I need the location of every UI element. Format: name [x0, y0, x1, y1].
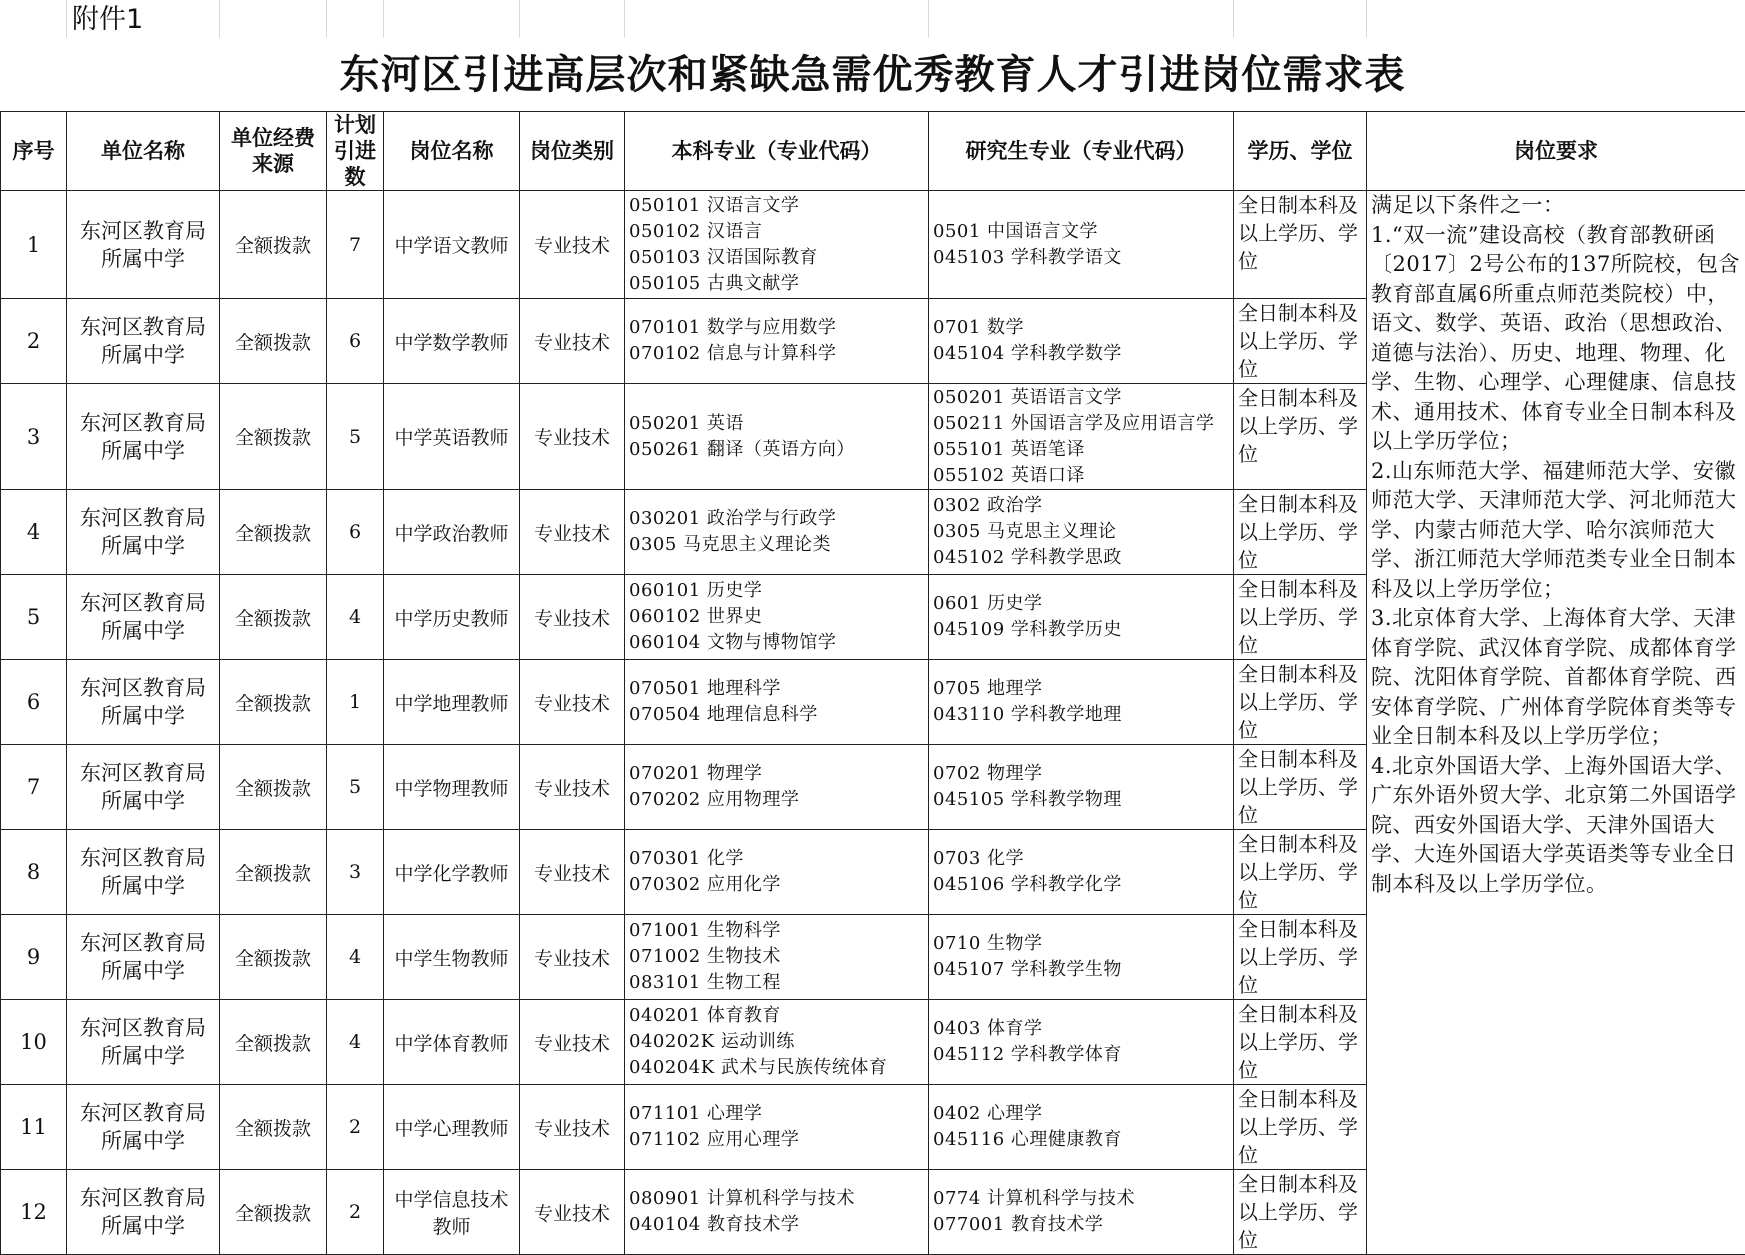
graduate-major: 0774 计算机科学与技术	[933, 1186, 1229, 1212]
undergrad-major: 050261 翻译（英语方向）	[629, 437, 924, 463]
row-graduate-majors	[929, 1000, 1234, 1085]
row-unit: 东河区教育局所属中学	[67, 830, 220, 915]
undergrad-major: 040104 教育技术学	[629, 1212, 924, 1238]
graduate-major: 045112 学科教学体育	[933, 1042, 1229, 1068]
table-row	[1, 191, 1745, 299]
undergrad-major: 080901 计算机科学与技术	[629, 1186, 924, 1212]
row-seq: 10	[1, 1000, 67, 1085]
row-seq: 8	[1, 830, 67, 915]
graduate-major: 0702 物理学	[933, 761, 1229, 787]
row-position: 中学生物教师	[384, 915, 520, 1000]
row-degree: 全日制本科及以上学历、学位	[1234, 384, 1367, 490]
row-graduate-majors	[929, 745, 1234, 830]
row-seq: 4	[1, 490, 67, 575]
row-count: 4	[327, 575, 384, 660]
table-body	[1, 191, 1745, 1255]
row-unit: 东河区教育局所属中学	[67, 915, 220, 1000]
row-count: 7	[327, 191, 384, 299]
undergrad-major: 050105 古典文献学	[629, 271, 924, 297]
row-count: 6	[327, 490, 384, 575]
header-graduate: 研究生专业（专业代码）	[929, 112, 1234, 191]
row-degree: 全日制本科及以上学历、学位	[1234, 191, 1367, 299]
row-seq: 5	[1, 575, 67, 660]
row-unit: 东河区教育局所属中学	[67, 191, 220, 299]
row-category: 专业技术	[520, 384, 625, 490]
row-undergrad-majors	[625, 1000, 929, 1085]
row-undergrad-majors	[625, 830, 929, 915]
graduate-major: 045102 学科教学思政	[933, 545, 1229, 571]
row-graduate-majors	[929, 490, 1234, 575]
row-count: 2	[327, 1170, 384, 1255]
undergrad-major: 050102 汉语言	[629, 219, 924, 245]
undergrad-major: 070302 应用化学	[629, 872, 924, 898]
row-graduate-majors	[929, 384, 1234, 490]
row-position: 中学化学教师	[384, 830, 520, 915]
requirement-paragraph: 1.“双一流”建设高校（教育部教研函〔2017〕2号公布的137所院校，包含教育部直属6所重点师范类院校）中，语文、数学、英语、政治（思想政治、道德与法治）、历史、地理、物理、化学、生物、心理学、心理健康、信息技术、通用技术、体育专业全日制本科及以上学历学位；	[1371, 221, 1741, 457]
header-row	[1, 112, 1745, 191]
row-funding: 全额拨款	[220, 1170, 327, 1255]
graduate-major: 045106 学科教学化学	[933, 872, 1229, 898]
graduate-major: 055102 英语口译	[933, 463, 1229, 489]
row-funding: 全额拨款	[220, 1085, 327, 1170]
row-degree: 全日制本科及以上学历、学位	[1234, 490, 1367, 575]
requirements-cell	[1367, 191, 1745, 1255]
row-undergrad-majors	[625, 915, 929, 1000]
graduate-major: 050201 英语语言文学	[933, 385, 1229, 411]
graduate-major: 0705 地理学	[933, 676, 1229, 702]
requirement-paragraph: 3.北京体育大学、上海体育大学、天津体育学院、武汉体育学院、成都体育学院、沈阳体育学院、首都体育学院、西安体育学院、广州体育学院体育类等专业全日制本科及以上学历学位；	[1371, 604, 1741, 752]
row-category: 专业技术	[520, 1085, 625, 1170]
undergrad-major: 070501 地理科学	[629, 676, 924, 702]
row-degree: 全日制本科及以上学历、学位	[1234, 745, 1367, 830]
position-table	[0, 111, 1745, 1255]
row-seq: 12	[1, 1170, 67, 1255]
row-category: 专业技术	[520, 1000, 625, 1085]
row-unit: 东河区教育局所属中学	[67, 1000, 220, 1085]
row-funding: 全额拨款	[220, 745, 327, 830]
row-unit: 东河区教育局所属中学	[67, 575, 220, 660]
undergrad-major: 040202K 运动训练	[629, 1029, 924, 1055]
row-position: 中学政治教师	[384, 490, 520, 575]
row-funding: 全额拨款	[220, 384, 327, 490]
row-undergrad-majors	[625, 745, 929, 830]
row-category: 专业技术	[520, 490, 625, 575]
row-category: 专业技术	[520, 191, 625, 299]
row-degree: 全日制本科及以上学历、学位	[1234, 575, 1367, 660]
row-count: 4	[327, 1000, 384, 1085]
row-undergrad-majors	[625, 1170, 929, 1255]
row-unit: 东河区教育局所属中学	[67, 299, 220, 384]
undergrad-major: 040201 体育教育	[629, 1003, 924, 1029]
undergrad-major: 060102 世界史	[629, 604, 924, 630]
row-undergrad-majors	[625, 191, 929, 299]
requirement-paragraph: 4.北京外国语大学、上海外国语大学、广东外语外贸大学、北京第二外国语学院、西安外国语大学、天津外国语大学、大连外国语大学英语类等专业全日制本科及以上学历学位。	[1371, 752, 1741, 900]
requirement-paragraph: 满足以下条件之一：	[1371, 191, 1741, 221]
undergrad-major: 083101 生物工程	[629, 970, 924, 996]
undergrad-major: 071101 心理学	[629, 1101, 924, 1127]
row-count: 4	[327, 915, 384, 1000]
undergrad-major: 071001 生物科学	[629, 918, 924, 944]
row-undergrad-majors	[625, 490, 929, 575]
row-unit: 东河区教育局所属中学	[67, 660, 220, 745]
row-category: 专业技术	[520, 745, 625, 830]
undergrad-major: 070202 应用物理学	[629, 787, 924, 813]
requirement-paragraph: 2.山东师范大学、福建师范大学、安徽师范大学、天津师范大学、河北师范大学、内蒙古师范大学、哈尔滨师范大学、浙江师范大学师范类专业全日制本科及以上学历学位；	[1371, 457, 1741, 605]
graduate-major: 050211 外国语言学及应用语言学	[933, 411, 1229, 437]
undergrad-major: 030201 政治学与行政学	[629, 506, 924, 532]
undergrad-major: 070102 信息与计算科学	[629, 341, 924, 367]
row-degree: 全日制本科及以上学历、学位	[1234, 299, 1367, 384]
undergrad-major: 060104 文物与博物馆学	[629, 630, 924, 656]
row-degree: 全日制本科及以上学历、学位	[1234, 915, 1367, 1000]
row-unit: 东河区教育局所属中学	[67, 384, 220, 490]
row-position: 中学语文教师	[384, 191, 520, 299]
graduate-major: 055101 英语笔译	[933, 437, 1229, 463]
row-graduate-majors	[929, 915, 1234, 1000]
row-funding: 全额拨款	[220, 490, 327, 575]
row-degree: 全日制本科及以上学历、学位	[1234, 1085, 1367, 1170]
row-position: 中学物理教师	[384, 745, 520, 830]
row-graduate-majors	[929, 299, 1234, 384]
row-seq: 6	[1, 660, 67, 745]
row-graduate-majors	[929, 1085, 1234, 1170]
header-degree: 学历、学位	[1234, 112, 1367, 191]
row-undergrad-majors	[625, 660, 929, 745]
row-count: 5	[327, 384, 384, 490]
graduate-major: 0402 心理学	[933, 1101, 1229, 1127]
row-count: 3	[327, 830, 384, 915]
row-graduate-majors	[929, 1170, 1234, 1255]
header-funding: 单位经费来源	[220, 112, 327, 191]
graduate-major: 0701 数学	[933, 315, 1229, 341]
row-position: 中学信息技术教师	[384, 1170, 520, 1255]
row-unit: 东河区教育局所属中学	[67, 1085, 220, 1170]
graduate-major: 045104 学科教学数学	[933, 341, 1229, 367]
undergrad-major: 070301 化学	[629, 846, 924, 872]
row-category: 专业技术	[520, 299, 625, 384]
undergrad-major: 071102 应用心理学	[629, 1127, 924, 1153]
header-count: 计划引进数	[327, 112, 384, 191]
graduate-major: 077001 教育技术学	[933, 1212, 1229, 1238]
attachment-label: 附件1	[72, 4, 143, 36]
row-undergrad-majors	[625, 1085, 929, 1170]
graduate-major: 0403 体育学	[933, 1016, 1229, 1042]
row-graduate-majors	[929, 830, 1234, 915]
row-seq: 9	[1, 915, 67, 1000]
undergrad-major: 070101 数学与应用数学	[629, 315, 924, 341]
row-category: 专业技术	[520, 830, 625, 915]
graduate-major: 0710 生物学	[933, 931, 1229, 957]
undergrad-major: 040204K 武术与民族传统体育	[629, 1055, 924, 1081]
row-graduate-majors	[929, 660, 1234, 745]
graduate-major: 0703 化学	[933, 846, 1229, 872]
row-count: 6	[327, 299, 384, 384]
row-category: 专业技术	[520, 915, 625, 1000]
row-funding: 全额拨款	[220, 191, 327, 299]
row-count: 1	[327, 660, 384, 745]
graduate-major: 0601 历史学	[933, 591, 1229, 617]
row-position: 中学历史教师	[384, 575, 520, 660]
graduate-major: 0302 政治学	[933, 493, 1229, 519]
row-position: 中学地理教师	[384, 660, 520, 745]
graduate-major: 045116 心理健康教育	[933, 1127, 1229, 1153]
row-unit: 东河区教育局所属中学	[67, 1170, 220, 1255]
row-funding: 全额拨款	[220, 299, 327, 384]
row-seq: 3	[1, 384, 67, 490]
row-graduate-majors	[929, 191, 1234, 299]
graduate-major: 045107 学科教学生物	[933, 957, 1229, 983]
row-position: 中学体育教师	[384, 1000, 520, 1085]
row-unit: 东河区教育局所属中学	[67, 490, 220, 575]
row-position: 中学数学教师	[384, 299, 520, 384]
row-seq: 1	[1, 191, 67, 299]
row-funding: 全额拨款	[220, 575, 327, 660]
row-count: 2	[327, 1085, 384, 1170]
row-funding: 全额拨款	[220, 830, 327, 915]
row-seq: 11	[1, 1085, 67, 1170]
row-degree: 全日制本科及以上学历、学位	[1234, 660, 1367, 745]
row-graduate-majors	[929, 575, 1234, 660]
undergrad-major: 070201 物理学	[629, 761, 924, 787]
row-degree: 全日制本科及以上学历、学位	[1234, 830, 1367, 915]
undergrad-major: 050101 汉语言文学	[629, 193, 924, 219]
row-category: 专业技术	[520, 1170, 625, 1255]
header-seq: 序号	[1, 112, 67, 191]
row-unit: 东河区教育局所属中学	[67, 745, 220, 830]
row-category: 专业技术	[520, 660, 625, 745]
row-degree: 全日制本科及以上学历、学位	[1234, 1000, 1367, 1085]
graduate-major: 0305 马克思主义理论	[933, 519, 1229, 545]
header-requirements: 岗位要求	[1367, 112, 1745, 191]
graduate-major: 045109 学科教学历史	[933, 617, 1229, 643]
row-undergrad-majors	[625, 299, 929, 384]
row-undergrad-majors	[625, 384, 929, 490]
row-position: 中学心理教师	[384, 1085, 520, 1170]
undergrad-major: 060101 历史学	[629, 578, 924, 604]
row-funding: 全额拨款	[220, 915, 327, 1000]
header-undergrad: 本科专业（专业代码）	[625, 112, 929, 191]
header-unit: 单位名称	[67, 112, 220, 191]
header-category: 岗位类别	[520, 112, 625, 191]
row-position: 中学英语教师	[384, 384, 520, 490]
row-count: 5	[327, 745, 384, 830]
undergrad-major: 0305 马克思主义理论类	[629, 532, 924, 558]
graduate-major: 045105 学科教学物理	[933, 787, 1229, 813]
undergrad-major: 050201 英语	[629, 411, 924, 437]
undergrad-major: 070504 地理信息科学	[629, 702, 924, 728]
graduate-major: 0501 中国语言文学	[933, 219, 1229, 245]
graduate-major: 043110 学科教学地理	[933, 702, 1229, 728]
undergrad-major: 071002 生物技术	[629, 944, 924, 970]
row-funding: 全额拨款	[220, 660, 327, 745]
row-degree: 全日制本科及以上学历、学位	[1234, 1170, 1367, 1255]
undergrad-major: 050103 汉语国际教育	[629, 245, 924, 271]
row-category: 专业技术	[520, 575, 625, 660]
row-funding: 全额拨款	[220, 1000, 327, 1085]
graduate-major: 045103 学科教学语文	[933, 245, 1229, 271]
row-undergrad-majors	[625, 575, 929, 660]
row-seq: 2	[1, 299, 67, 384]
header-position: 岗位名称	[384, 112, 520, 191]
row-seq: 7	[1, 745, 67, 830]
top-gridlines	[0, 0, 1745, 38]
page-title: 东河区引进高层次和紧缺急需优秀教育人才引进岗位需求表	[0, 40, 1745, 110]
